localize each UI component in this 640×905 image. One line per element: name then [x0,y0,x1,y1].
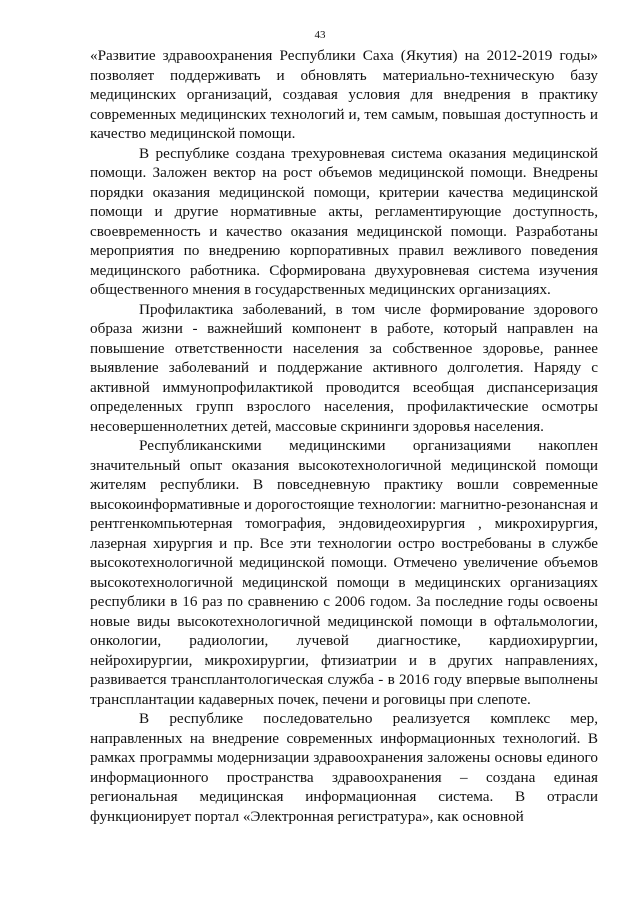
paragraph-information-technologies: В республике последовательно реализуется комплекс мер, направленных на внедрение современных информационных технологий. В рамках программы модернизации здравоохранения заложены основы единого информационного пространства здравоохранения – создана единая региональная медицинская информационная система. В отрасли функционирует портал «Электронная регистратура», как основной [90,710,598,825]
paragraph-program-intro: «Развитие здравоохранения Республики Саха (Якутия) на 2012-2019 годы» позволяет поддерживать и обновлять материально-техническую базу медицинских организаций, создавая условия для внедрения в практику современных медицинских технологий и, тем самым, повышая доступность и качество медицинской помощи. [90,47,598,142]
paragraph-three-level-system: В республике создана трехуровневая система оказания медицинской помощи. Заложен вектор на рост объемов медицинской помощи. Внедрены порядки оказания медицинской помощи, критерии качества медицинской помощи и другие нормативные акты, регламентирующие доступность, своевременность и качество оказания медицинской помощи. Разработаны мероприятия по внедрению корпоративных правил вежливого поведения медицинского работника. Сформирована двухуровневая система изучения общественного мнения в государственных медицинских организациях. [90,144,598,298]
paragraph-disease-prevention: Профилактика заболеваний, в том числе формирование здорового образа жизни - важнейший компонент в работе, который направлен на повышение ответственности населения за собственное здоровье, раннее выявление заболеваний и поддержание активного долголетия. Наряду с активной иммунопрофилактикой проводится всеобщая диспансеризация определенных групп взрослого населения, профилактические осмотры несовершеннолетних детей, массовые скрининги здоровья населения. [90,300,598,435]
document-body [90,46,598,826]
page-number: 43 [314,29,326,41]
paragraph-high-tech-care: Республиканскими медицинскими организациями накоплен значительный опыт оказания высокотехнологичной медицинской помощи жителям республики. В повседневную практику вошли современные высокоинформативные и дорогостоящие технологии: магнитно-резонансная и рентгенкомпьютерная томография, эндовидеохирургия , микрохирургия, лазерная хирургия и пр. Все эти технологии остро востребованы в службе высокотехнологичной медицинской помощи. Отмечено увеличение объемов высокотехнологичной медицинской помощи в медицинских организациях республики в 16 раз по сравнению с 2006 годом. За последние годы освоены новые виды высокотехнологичной медицинской помощи в офтальмологии, онкологии, радиологии, лучевой диагностике, кардиохирургии, нейрохирургии, микрохирургии, фтизиатрии и в других направлениях, развивается трансплантологическая служба - в 2016 году впервые выполнены трансплантации кадаверных почек, печени и роговицы при слепоте. [90,437,598,708]
